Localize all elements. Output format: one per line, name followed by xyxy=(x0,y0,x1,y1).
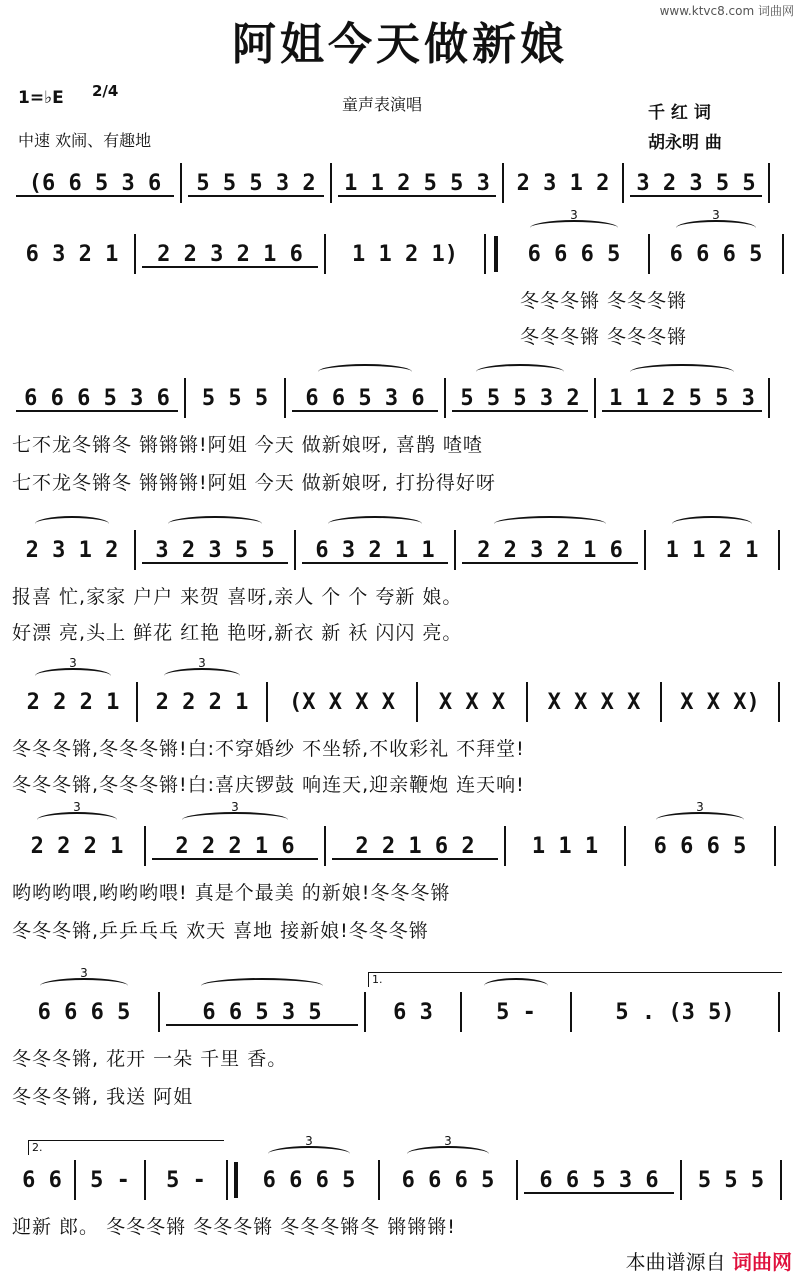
notes: 3 2 3 5 5 xyxy=(636,170,756,196)
site-watermark-top: www.ktvc8.com 词曲网 xyxy=(659,4,794,18)
notes: 5 5 5 3 2 xyxy=(196,170,316,196)
composer-credit: 胡永明 曲 xyxy=(648,133,722,153)
notes: 1 1 2 5 5 3 xyxy=(344,170,490,196)
measure: 3 6 6 6 5 xyxy=(626,826,776,866)
notes: X X X xyxy=(438,689,506,715)
notes: 5 5 5 xyxy=(697,1167,765,1193)
volta-bracket-2: 2. xyxy=(28,1140,224,1155)
lyric-line-1: 报喜 忙,家家 户户 来贺 喜呀,亲人 个 个 夸新 娘。 xyxy=(12,586,463,608)
notes: 6 3 xyxy=(393,999,433,1025)
notes: 2 3 1 2 xyxy=(516,170,610,196)
notes: 2 2 2 1 6 xyxy=(175,833,295,859)
measure xyxy=(528,682,662,722)
notes: 5 - xyxy=(496,999,536,1025)
lyricist-credit: 千 红 词 xyxy=(648,103,711,123)
notes: 5 . (3 5) xyxy=(615,999,735,1025)
notes: 1 1 2 5 5 3 xyxy=(609,385,755,411)
notes: 6 3 2 1 xyxy=(25,241,119,267)
notes: 1 1 1 xyxy=(531,833,599,859)
measure xyxy=(10,378,186,418)
measure xyxy=(10,234,136,274)
notes: X X X X xyxy=(547,689,641,715)
measure: 3 2 2 2 1 6 xyxy=(146,826,326,866)
notes: 2 2 3 2 1 6 xyxy=(157,241,303,267)
lyric-line-2: 七不龙冬锵冬 锵锵锵!阿姐 今天 做新娘呀, 打扮得好呀 xyxy=(12,472,496,494)
notes: 6 6 6 5 xyxy=(37,999,131,1025)
measure xyxy=(506,826,626,866)
measure xyxy=(10,530,136,570)
notes: 1 1 2 1) xyxy=(352,241,458,267)
lyric-line-2: 冬冬冬锵, 我送 阿姐 xyxy=(12,1086,194,1108)
volta-bracket-1: 1. xyxy=(368,972,782,987)
measure: 3 2 2 2 1 xyxy=(10,682,138,722)
measure xyxy=(446,378,596,418)
measure xyxy=(462,992,572,1032)
measure xyxy=(596,378,770,418)
measure xyxy=(326,826,506,866)
song-title: 阿姐今天做新娘 xyxy=(232,19,568,70)
measure xyxy=(418,682,528,722)
measure xyxy=(646,530,780,570)
source-brand[interactable]: 词曲网 xyxy=(732,1250,792,1274)
notes: 6 6 6 5 xyxy=(527,241,621,267)
measure xyxy=(186,378,286,418)
measure xyxy=(518,1160,682,1200)
measure xyxy=(136,234,326,274)
measure xyxy=(10,1160,76,1200)
time-signature: 2/4 xyxy=(92,82,119,100)
notes: 6 6 5 3 6 xyxy=(305,385,425,411)
performer-credit: 童声表演唱 xyxy=(342,95,423,114)
notes: 2 2 2 1 xyxy=(26,689,120,715)
lyric-line-1: 冬冬冬锵 冬冬冬锵 xyxy=(520,290,688,312)
measure xyxy=(332,163,504,203)
notes: 6 3 2 1 1 xyxy=(315,537,435,563)
measure: 3 6 6 6 5 xyxy=(500,234,650,274)
notes: 5 - xyxy=(90,1167,130,1193)
measure xyxy=(136,530,296,570)
measure: 3 6 6 6 5 xyxy=(10,992,160,1032)
source-watermark xyxy=(626,1246,792,1275)
measure: 3 6 6 6 5 xyxy=(240,1160,380,1200)
measure xyxy=(268,682,418,722)
notes: 6 6 6 5 xyxy=(653,833,747,859)
measure xyxy=(286,378,446,418)
measure xyxy=(182,163,332,203)
notes: 2 2 3 2 1 6 xyxy=(477,537,623,563)
measure: 3 2 2 2 1 xyxy=(10,826,146,866)
notes: 1 1 2 1 xyxy=(665,537,759,563)
lyric-line-1: 迎新 郎。 冬冬冬锵 冬冬冬锵 冬冬冬锵冬 锵锵锵! xyxy=(12,1216,456,1238)
measure xyxy=(504,163,624,203)
notes: 6 6 xyxy=(22,1167,62,1193)
measure xyxy=(326,234,486,274)
tempo-marking: 中速 欢闹、有趣地 xyxy=(18,131,152,150)
measure: 3 2 2 2 1 xyxy=(138,682,268,722)
notes: 6 6 6 5 xyxy=(401,1167,495,1193)
source-prefix: 本曲谱源自 xyxy=(625,1250,726,1274)
notes: 2 3 1 2 xyxy=(25,537,119,563)
notes: X X X) xyxy=(680,689,760,715)
notes: (6 6 5 3 6 xyxy=(28,170,162,196)
measure xyxy=(456,530,646,570)
measure xyxy=(662,682,780,722)
measure: 3 6 6 6 5 xyxy=(380,1160,518,1200)
lyric-line-2: 冬冬冬锵,冬冬冬锵!白:喜庆锣鼓 响连天,迎亲鞭炮 连天响! xyxy=(12,774,525,796)
notes: 6 6 6 5 xyxy=(262,1167,356,1193)
lyric-line-2: 冬冬冬锵 冬冬冬锵 xyxy=(520,326,688,348)
measure xyxy=(572,992,780,1032)
lyric-line-2: 好漂 亮,头上 鲜花 红艳 艳呀,新衣 新 袄 闪闪 亮。 xyxy=(12,622,463,644)
lyric-line-1: 七不龙冬锵冬 锵锵锵!阿姐 今天 做新娘呀, 喜鹊 喳喳 xyxy=(12,434,483,456)
notes: (X X X X xyxy=(289,689,395,715)
measure xyxy=(366,992,462,1032)
lyric-line-1: 冬冬冬锵,冬冬冬锵!白:不穿婚纱 不坐轿,不收彩礼 不拜堂! xyxy=(12,738,525,760)
notes: 3 2 3 5 5 xyxy=(155,537,275,563)
lyric-line-2: 冬冬冬锵,乒乒乓乓 欢天 喜地 接新娘!冬冬冬锵 xyxy=(12,920,429,942)
notes: 6 6 6 5 xyxy=(669,241,763,267)
notes: 6 6 6 5 3 6 xyxy=(24,385,170,411)
lyric-line-1: 冬冬冬锵, 花开 一朵 千里 香。 xyxy=(12,1048,288,1070)
measure xyxy=(296,530,456,570)
notes: 6 6 5 3 5 xyxy=(202,999,322,1025)
measure: 3 6 6 6 5 xyxy=(650,234,784,274)
lyric-line-1: 哟哟哟喂,哟哟哟喂! 真是个最美 的新娘!冬冬冬锵 xyxy=(12,882,451,904)
measure xyxy=(76,1160,146,1200)
notes: 2 2 2 1 xyxy=(155,689,249,715)
measure xyxy=(160,992,366,1032)
notes: 5 5 5 3 2 xyxy=(460,385,580,411)
measure xyxy=(682,1160,782,1200)
notes: 2 2 2 1 xyxy=(30,833,124,859)
notes: 2 2 1 6 2 xyxy=(355,833,475,859)
notes: 5 - xyxy=(166,1167,206,1193)
key-signature: 1=♭E xyxy=(18,88,64,108)
notes: 5 5 5 xyxy=(201,385,269,411)
measure xyxy=(624,163,770,203)
measure xyxy=(146,1160,228,1200)
notes: 6 6 5 3 6 xyxy=(539,1167,659,1193)
measure xyxy=(10,163,182,203)
